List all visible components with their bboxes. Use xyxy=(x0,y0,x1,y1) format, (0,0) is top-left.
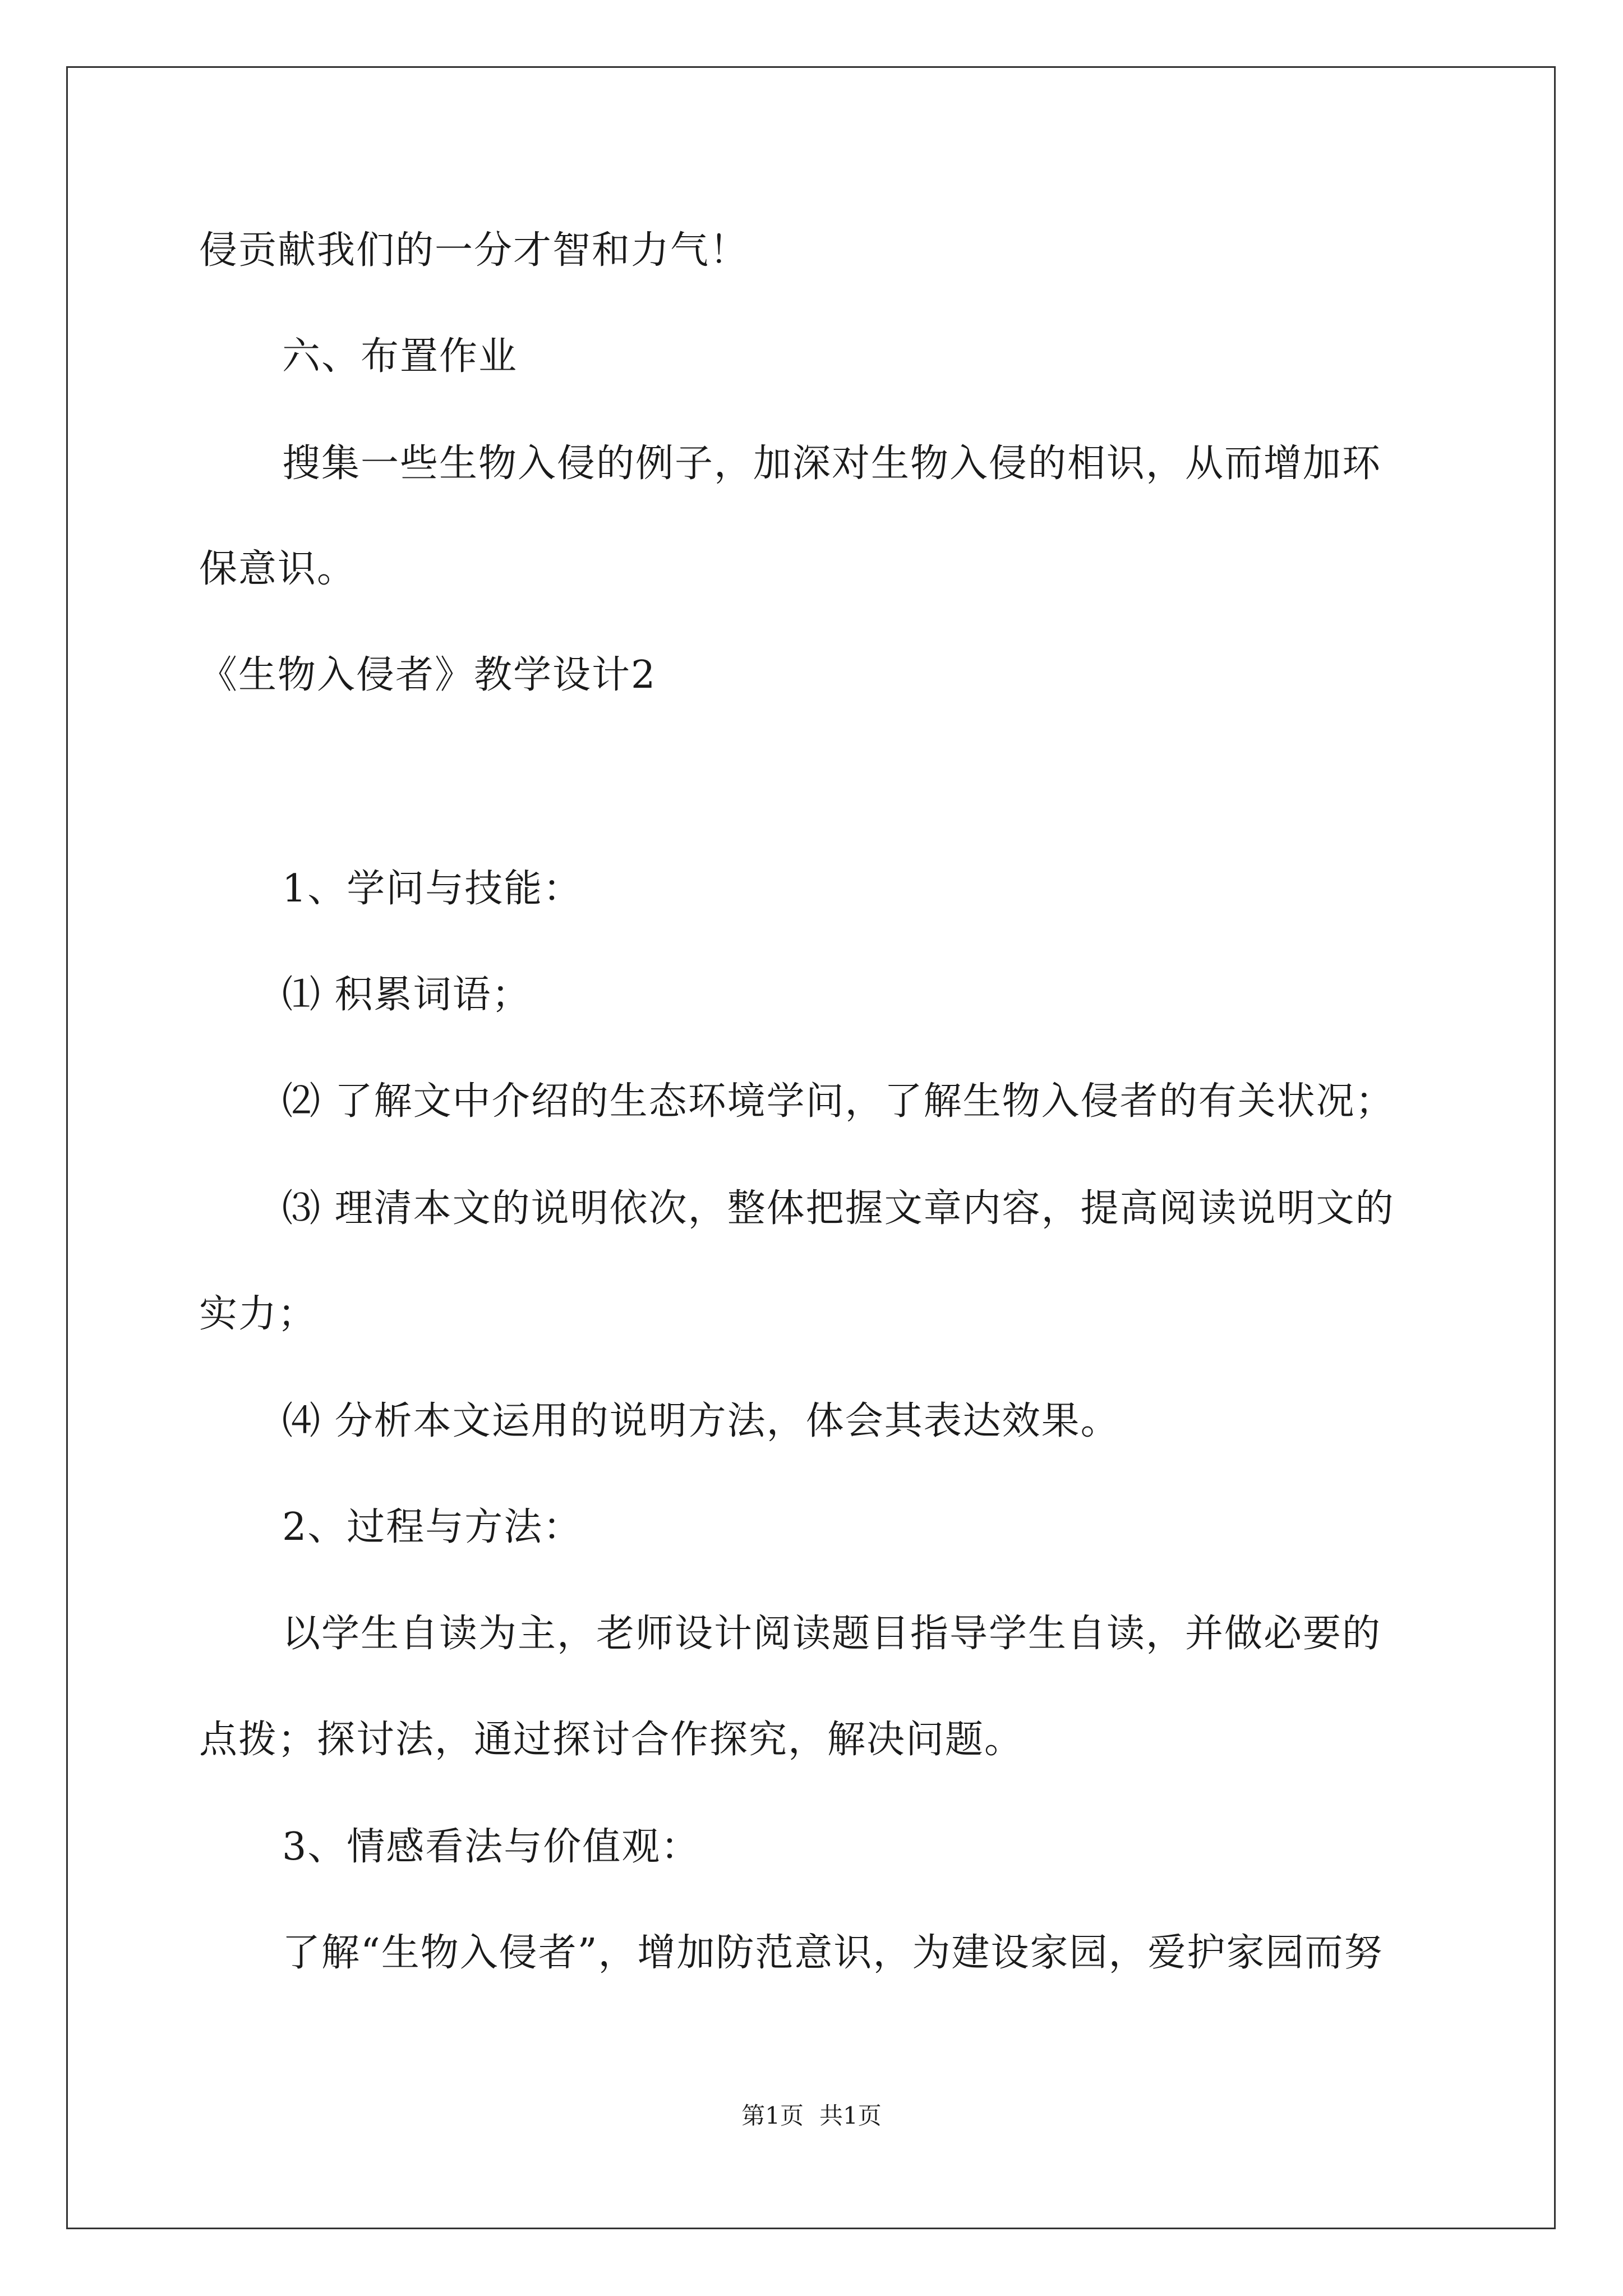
page-total: 共1页 xyxy=(819,2102,882,2129)
text-line: 侵贡献我们的一分才智和力气！ xyxy=(199,228,749,273)
page-footer xyxy=(0,2100,1623,2132)
section-heading: 1、学问与技能： xyxy=(282,867,583,911)
section-heading: 2、过程与方法： xyxy=(282,1505,583,1549)
text-line: 搜集一些生物入侵的例子，加深对生物入侵的相识，从而增加环 xyxy=(282,441,1382,486)
list-item: ⑷ 分析本文运用的说明方法，体会其表达效果。 xyxy=(282,1399,1120,1443)
text-line: 点拨；探讨法，通过探讨合作探究，解决问题。 xyxy=(199,1718,1024,1762)
section-heading: 六、布置作业 xyxy=(282,334,518,379)
list-item: ⑵ 了解文中介绍的生态环境学问，了解生物入侵者的有关状况； xyxy=(282,1079,1395,1124)
page-number: 第1页 xyxy=(741,2102,804,2129)
text-line: 实力； xyxy=(199,1292,317,1336)
section-heading: 3、情感看法与价值观： xyxy=(282,1825,700,1869)
text-line: 了解“生物入侵者”，增加防范意识，为建设家园，爱护家园而努 xyxy=(282,1931,1384,1975)
list-item: ⑶ 理清本文的说明依次，整体把握文章内容，提高阅读说明文的 xyxy=(282,1186,1395,1231)
text-line: 保意识。 xyxy=(199,547,357,591)
page-border xyxy=(66,66,1556,2229)
text-line: 以学生自读为主，老师设计阅读题目指导学生自读，并做必要的 xyxy=(282,1612,1382,1656)
list-item: ⑴ 积累词语； xyxy=(282,973,531,1017)
document-title: 《生物入侵者》教学设计2 xyxy=(199,653,657,697)
